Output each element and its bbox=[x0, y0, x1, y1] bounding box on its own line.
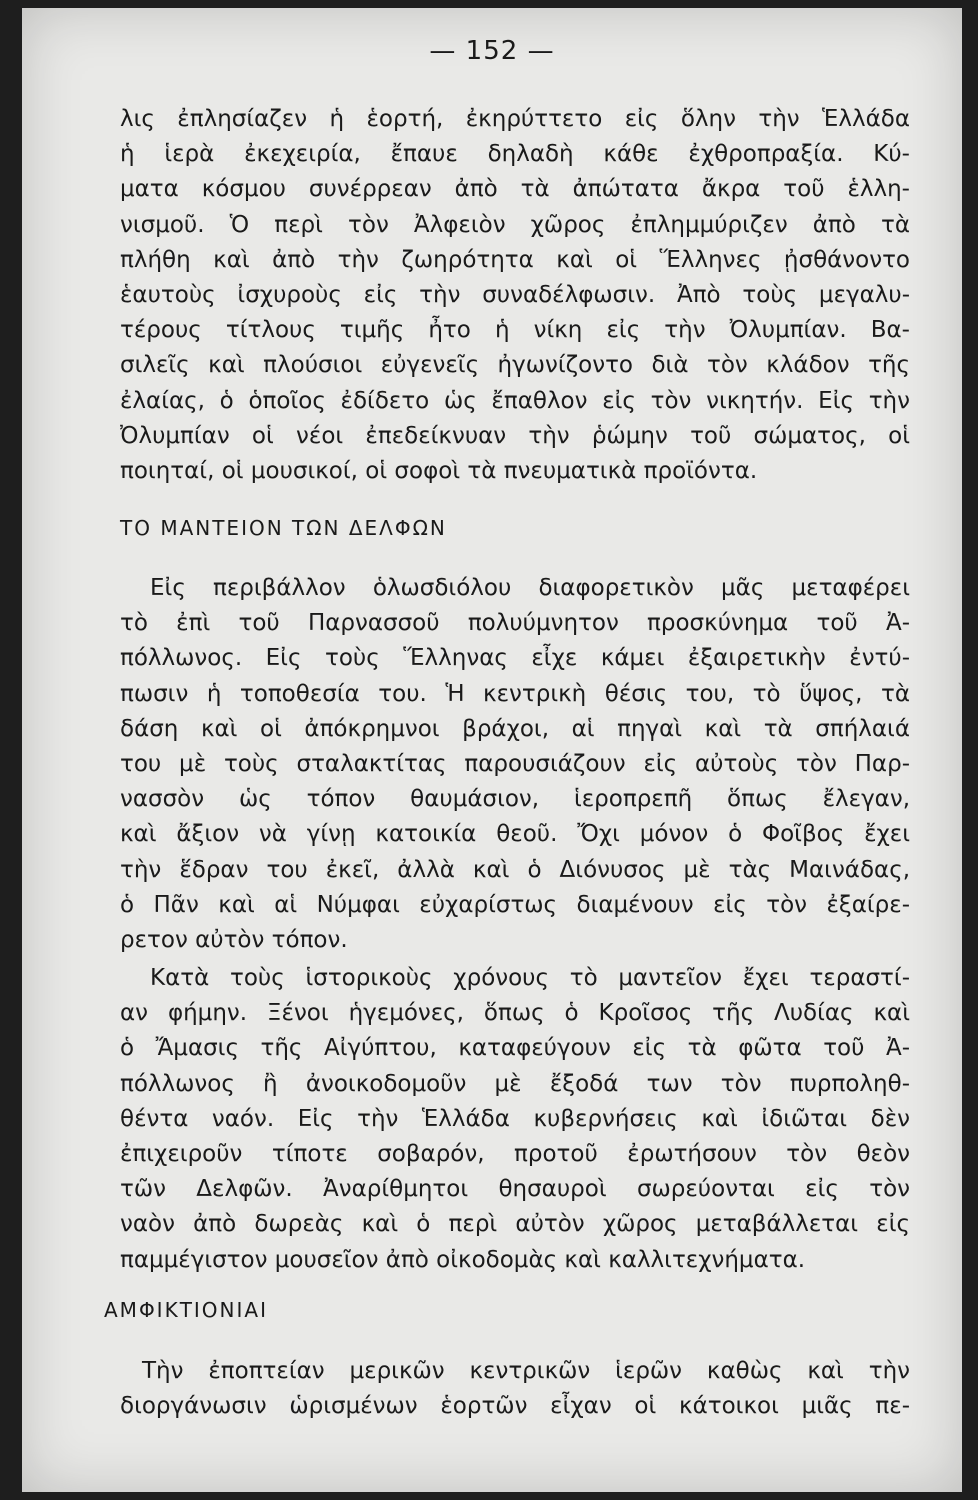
text-line: πωσιν ἡ τοποθεσία του. Ἡ κεντρικὴ θέσις του, τὸ ὕψος, τὰ bbox=[120, 680, 910, 707]
paragraph-oracle-fame bbox=[120, 961, 910, 1278]
text-line: ρετον αὐτὸν τόπον. bbox=[120, 927, 348, 954]
text-line: ὁ Ἄμασις τῆς Αἰγύπτου, καταφεύγουν εἰς τὰ φῶτα τοῦ Ἀ- bbox=[120, 1035, 910, 1062]
text-line: πόλλωνος ἢ ἀνοικοδομοῦν μὲ ἔξοδά των τὸν πυρποληθ- bbox=[120, 1070, 910, 1097]
paragraph-amphictyonies bbox=[120, 1354, 910, 1424]
text-line: νισμοῦ. Ὁ περὶ τὸν Ἀλφειὸν χῶρος ἐπλημμύριζεν ἀπὸ τὰ bbox=[120, 211, 910, 238]
text-line: σιλεῖς καὶ πλούσιοι εὐγενεῖς ἠγωνίζοντο διὰ τὸν κλάδον τῆς bbox=[120, 352, 910, 379]
text-line: του μὲ τοὺς σταλακτίτας παρουσιάζουν εἰς αὐτοὺς τὸν Παρ- bbox=[120, 751, 910, 778]
paragraph-olympia bbox=[120, 102, 910, 489]
text-line: Κατὰ τοὺς ἱστορικοὺς χρόνους τὸ μαντεῖον ἔχει τεραστί- bbox=[150, 965, 910, 991]
section-heading-amphictyonies: ΑΜΦΙΚΤΙΟΝΙΑΙ bbox=[104, 1298, 268, 1322]
text-line: δάση καὶ οἱ ἀπόκρημνοι βράχοι, αἱ πηγαὶ καὶ τὰ σπήλαιά bbox=[120, 715, 910, 742]
page-number: — 152 — bbox=[429, 36, 555, 66]
text-line: διοργάνωσιν ὡρισμένων ἑορτῶν εἶχαν οἱ κάτοικοι μιᾶς πε- bbox=[120, 1393, 910, 1420]
text-line: ποιηταί, οἱ μουσικοί, οἱ σοφοὶ τὰ πνευματικὰ προϊόντα. bbox=[120, 458, 758, 485]
text-line: Τὴν ἐποπτείαν μερικῶν κεντρικῶν ἱερῶν καθὼς καὶ τὴν bbox=[142, 1358, 910, 1384]
text-line: Ὀλυμπίαν οἱ νέοι ἐπεδείκνυαν τὴν ῥώμην τοῦ σώματος, οἱ bbox=[120, 422, 910, 449]
text-line: ναὸν ἀπὸ δωρεὰς καὶ ὁ περὶ αὐτὸν χῶρος μεταβάλλεται εἰς bbox=[120, 1211, 910, 1238]
text-line: ἐλαίας, ὁ ὁποῖος ἐδίδετο ὡς ἔπαθλον εἰς τὸν νικητήν. Εἰς τὴν bbox=[120, 387, 910, 414]
text-line: ἐπιχειροῦν τίποτε σοβαρόν, προτοῦ ἐρωτήσουν τὸν θεὸν bbox=[120, 1141, 910, 1168]
text-line: ματα κόσμου συνέρρεαν ἀπὸ τὰ ἀπώτατα ἄκρα τοῦ ἑλλη- bbox=[120, 176, 910, 203]
text-line: θέντα ναόν. Εἰς τὴν Ἑλλάδα κυβερνήσεις καὶ ἰδιῶται δὲν bbox=[120, 1105, 910, 1132]
text-line: πλήθη καὶ ἀπὸ τὴν ζωηρότητα καὶ οἱ Ἕλληνες ᾐσθάνοντο bbox=[120, 246, 910, 273]
text-line: νασσὸν ὡς τόπον θαυμάσιον, ἱεροπρεπῆ ὅπως ἔλεγαν, bbox=[120, 786, 910, 813]
paragraph-delphi bbox=[120, 571, 910, 958]
text-line: τὴν ἕδραν του ἐκεῖ, ἀλλὰ καὶ ὁ Διόνυσος μὲ τὰς Μαινάδας, bbox=[120, 856, 910, 883]
text-line: ὁ Πᾶν καὶ αἱ Νύμφαι εὐχαρίστως διαμένουν εἰς τὸν ἐξαίρε- bbox=[120, 891, 910, 918]
text-line: ἑαυτοὺς ἰσχυροὺς εἰς τὴν συναδέλφωσιν. Ἀπὸ τοὺς μεγαλυ- bbox=[120, 282, 910, 309]
section-heading-delphi: ΤΟ ΜΑΝΤΕΙΟΝ ΤΩΝ ΔΕΛΦΩΝ bbox=[120, 516, 447, 540]
text-line: καὶ ἄξιον νὰ γίνῃ κατοικία θεοῦ. Ὄχι μόνον ὁ Φοῖβος ἔχει bbox=[120, 821, 910, 848]
text-line: ἡ ἱερὰ ἐκεχειρία, ἔπαυε δηλαδὴ κάθε ἐχθροπραξία. Κύ- bbox=[120, 141, 910, 168]
text-line: αν φήμην. Ξένοι ἡγεμόνες, ὅπως ὁ Κροῖσος τῆς Λυδίας καὶ bbox=[120, 1000, 910, 1027]
text-line: πόλλωνος. Εἰς τοὺς Ἕλληνας εἶχε κάμει ἐξαιρετικὴν ἐντύ- bbox=[120, 645, 910, 672]
text-line: τῶν Δελφῶν. Ἀναρίθμητοι θησαυροὶ σωρεύονται εἰς τὸν bbox=[120, 1176, 910, 1203]
text-line: παμμέγιστον μουσεῖον ἀπὸ οἰκοδομὰς καὶ καλλιτεχνήματα. bbox=[120, 1246, 806, 1273]
text-line: Εἰς περιβάλλον ὁλωσδιόλου διαφορετικὸν μᾶς μεταφέρει bbox=[150, 575, 910, 601]
text-line: τέρους τίτλους τιμῆς ἦτο ἡ νίκη εἰς τὴν Ὀλυμπίαν. Βα- bbox=[120, 317, 910, 344]
text-line: λις ἐπλησίαζεν ἡ ἑορτή, ἐκηρύττετο εἰς ὅλην τὴν Ἑλλάδα bbox=[120, 106, 910, 132]
book-page bbox=[22, 8, 962, 1492]
text-line: τὸ ἐπὶ τοῦ Παρνασσοῦ πολυύμνητον προσκύνημα τοῦ Ἀ- bbox=[120, 610, 910, 637]
